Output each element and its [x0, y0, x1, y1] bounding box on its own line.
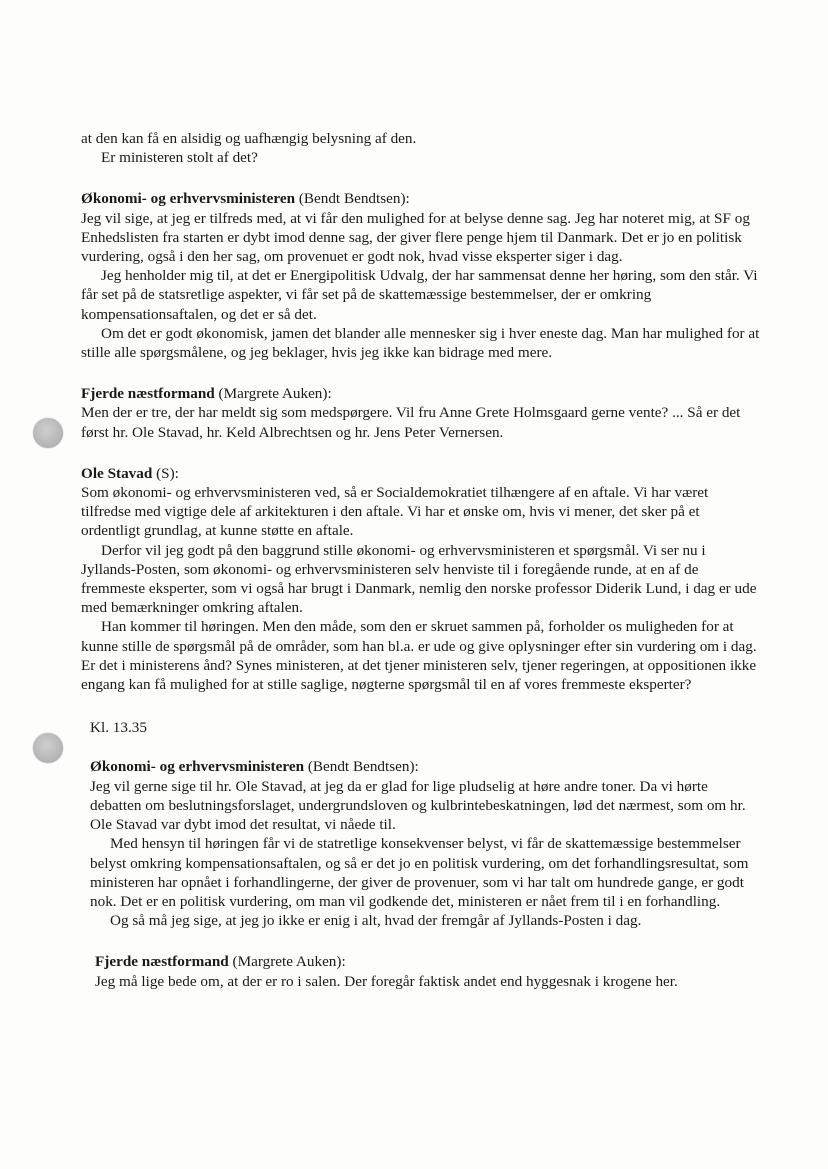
speaker-name: Fjerde næstformand	[95, 953, 229, 971]
paragraph: Er ministeren stolt af det?	[101, 149, 258, 167]
paragraph: Med hensyn til høringen får vi de statretlige konsekvenser belyst, vi får de skattemæssige bestemmelser belyst omkring kompensationsaftalen, og så er det jo en politisk vurdering, om det forhandlingsresultat, som ministeren har opnået i forhandlingerne, der giver de provenuer, som vi har talt om hundrede gange, er godt nok. Det er en politisk vurdering, om man vil godkende det, ministeren er nået frem til i en forhandling.	[90, 835, 749, 910]
speaker-heading	[95, 952, 761, 971]
speaker-heading	[81, 189, 761, 208]
speech-section	[81, 384, 761, 442]
time-stamp: Kl. 13.35	[90, 719, 147, 737]
speaker-detail: (S):	[152, 464, 179, 482]
paragraph: Jeg vil sige, at jeg er tilfreds med, at vi får den mulighed for at belyse denne sag. Jeg har noteret mig, at SF og Enhedslisten fra starten er dybt imod denne sag, der giver flere penge hjem til Danmark. Det er jo en politisk vurdering, også i den her sag, om provenuet er godt nok, hvad visse eksperter siger i dag.	[81, 209, 750, 266]
speaker-name: Ole Stavad	[81, 464, 153, 482]
paragraph: at den kan få en alsidig og uafhængig belysning af den.	[81, 130, 417, 147]
speaker-heading	[81, 757, 761, 776]
speaker-detail: (Bendt Bendtsen):	[304, 758, 419, 776]
time-stamp-block	[81, 718, 761, 737]
speech-section	[81, 952, 761, 990]
speaker-detail: (Bendt Bendtsen):	[295, 190, 410, 208]
speaker-name: Økonomi- og erhvervsministeren	[90, 758, 305, 776]
paragraph: Om det er godt økonomisk, jamen det blander alle mennesker sig i hver eneste dag. Man har mulighed for at stille alle spørgsmålene, og jeg beklager, hvis jeg ikke kan bidrage med mere.	[81, 324, 760, 362]
speech-section	[81, 757, 761, 930]
paragraph: Og så må jeg sige, at jeg jo ikke er enig i alt, hvad der fremgår af Jyllands-Posten i dag.	[110, 912, 642, 930]
paragraph: Men der er tre, der har meldt sig som medspørgere. Vil fru Anne Grete Holmsgaard gerne vente? ... Så er det først hr. Ole Stavad, hr. Keld Albrechtsen og hr. Jens Peter Vernersen.	[81, 404, 741, 441]
paragraph: Jeg må lige bede om, at der er ro i salen. Der foregår faktisk andet end hyggesnak i krogene her.	[95, 972, 678, 990]
paragraph: Som økonomi- og erhvervsministeren ved, så er Socialdemokratiet tilhængere af en aftale. Vi har været tilfredse med vigtige dele af arkitekturen i den aftale. Vi har et ønske om, hvis vi mener, det sker på et ordentligt grundlag, at kunne støtte en aftale.	[81, 484, 709, 540]
paragraph: Jeg vil gerne sige til hr. Ole Stavad, at jeg da er glad for lige pludselig at høre andre toner. Da vi hørte debatten om beslutningsforslaget, undergrundsloven og kulbrintebeskatningen, lød det nærmest, som om hr. Ole Stavad var dybt imod det resultat, vi nåede til.	[90, 777, 746, 834]
document-body	[81, 129, 761, 991]
speaker-name: Fjerde næstformand	[81, 385, 215, 403]
paragraph: Han kommer til høringen. Men den måde, som den er skruet sammen på, forholder os muligheden for at kunne stille de spørgsmål på de områder, som han bl.a. er ude og give oplysninger efter sin vurdering om i dag. Er det i ministerens ånd? Synes ministeren, at det tjener ministeren selv, tjener regeringen, at oppositionen ikke engang kan få mulighed for at stille saglige, nøgterne spørgsmål til en af vores fremmeste eksperter?	[81, 618, 757, 694]
speaker-name: Økonomi- og erhvervsministeren	[81, 190, 296, 208]
speaker-heading	[81, 384, 761, 403]
speaker-detail: (Margrete Auken):	[214, 385, 332, 403]
speaker-detail: (Margrete Auken):	[228, 953, 346, 971]
punch-hole	[33, 733, 63, 763]
speaker-heading	[81, 464, 761, 483]
punch-hole	[33, 418, 63, 448]
paragraph: Derfor vil jeg godt på den baggrund stille økonomi- og erhvervsministeren et spørgsmål. Vi ser nu i Jyllands-Posten, som økonomi- og erhvervsministeren selv henviste til i foregående runde, at en af de fremmeste eksperter, som vi også har brugt i Danmark, nemlig den norske professor Diderik Lund, i dag er ude med bemærkninger omkring aftalen.	[81, 541, 757, 617]
speech-section	[81, 464, 761, 694]
paragraph: Jeg henholder mig til, at det er Energipolitisk Udvalg, der har sammensat denne her høring, som den står. Vi får set på de statsretlige aspekter, vi får set på de skattemæssige bestemmelser, der er omkring kompensationsaftalen, og det er så det.	[81, 267, 758, 323]
speech-section	[81, 189, 761, 362]
